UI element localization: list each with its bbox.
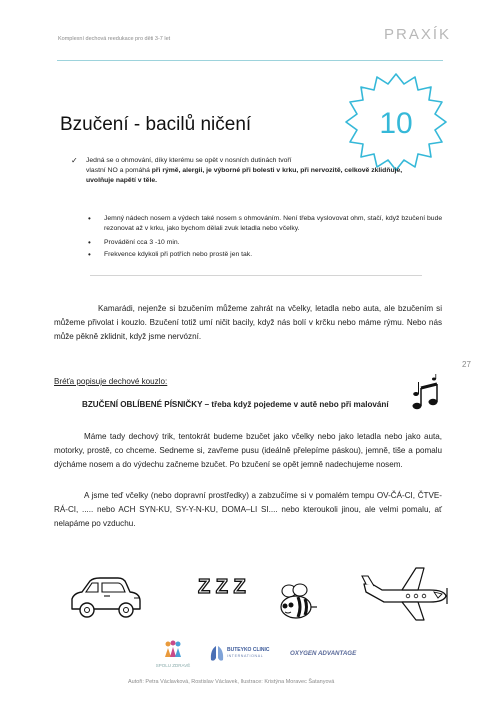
bee-illustration — [272, 582, 320, 622]
story-heading: Bréťa popisuje dechové kouzlo: — [54, 377, 168, 386]
bullet-item: • Provádění cca 3 -10 min. — [88, 238, 448, 248]
intro-line-3: uvolňuje napětí v těle. — [86, 177, 158, 184]
checkmark-icon: ✓ — [71, 156, 78, 165]
music-notes-icon — [408, 374, 442, 414]
header-divider — [57, 60, 443, 61]
header-subtitle: Komplexní dechová reedukace pro děti 3-7 let — [58, 36, 171, 42]
oxygen-advantage-logo: OXYGEN ADVANTAGE — [290, 650, 357, 657]
partner-logos: SPOLU ZDRAVĚ BUTEYKO CLINIC INTERNATIONAL OXYGEN ADVANTAGE — [150, 640, 380, 674]
intro-line-2: vlastní NO a pomáhá při rýmě, alergii, je výborné při bolesti v krku, při nervozitě, celkově zklidňuje, — [86, 167, 403, 174]
svg-text:Z Z Z: Z Z Z — [198, 576, 246, 598]
intro-note — [71, 156, 451, 186]
section-divider — [90, 275, 422, 276]
airplane-illustration — [358, 562, 450, 622]
intro-line-1: Jedná se o ohmování, díky kterému se opět v nosních dutinách tvoří — [86, 157, 292, 164]
people-icon — [162, 640, 184, 658]
credits: Autoři: Petra Václavková, Rostislav Václavek, Ilustrace: Kristýna Moravec Šatanyová — [128, 679, 335, 685]
bullet-item: • Jemný nádech nosem a výdech také nosem s ohmováním. Není třeba vyslovovat ohm, stačí, když bzučení bude rezonovat až v krku, jako bychom dělali zvuk letadla nebo včelky. — [88, 214, 448, 234]
lungs-icon — [210, 644, 224, 664]
car-illustration — [68, 575, 144, 621]
page-number: 27 — [462, 360, 471, 369]
story-paragraph: Máme tady dechový trik, tentokrát budeme bzučet jako včelky nebo jako letadla nebo jako auta, motorky, prostě, co chceme. Sedneme si, zavřeme pusu (ideálně přelepíme páskou), jemně, tiše a pomalu dýcháme nosem a do výdechu začneme bzučet. Po bzučení se opět jemně nadechujeme nosem. — [54, 432, 442, 469]
song-paragraph: A jsme teď včelky (nebo dopravní prostředky) a zabzučíme si v pomalém tempu OV-ČÁ-CI, ČTVE-RÁ-CI, ..... nebo ACH SYN-KU, SY-Y-N-KU, DOMA–LI SI.... nebo kteroukoli jinou, ale velmi pomalu, ať nelapáme po vzduchu. — [54, 491, 442, 528]
intro-paragraph: Kamarádi, nejenže si bzučením můžeme zahrát na včelky, letadla nebo auta, ale bzučením si můžeme přivolat i kouzlo. Bzučení totiž umí ničit bacily, když nás bolí v krčku nebo máme rýmu. Nebo nás může pěkně zklidnit, když jsme nervózní. — [54, 304, 442, 341]
exercise-title: Bzučení - bacilů ničení — [60, 114, 252, 135]
song-heading: BZUČENÍ OBLÍBENÉ PÍSNIČKY – třeba když pojedeme v autě nebo při malování — [82, 400, 389, 409]
spolu-zdrave-logo: SPOLU ZDRAVĚ — [150, 640, 196, 668]
brand-logo: PRAXÍK — [384, 26, 452, 43]
exercise-number: 10 — [379, 107, 413, 140]
sleep-zzz-icon — [196, 560, 250, 598]
bullet-item: • Frekvence kdykoli při potřích nebo prostě jen tak. — [88, 250, 448, 260]
